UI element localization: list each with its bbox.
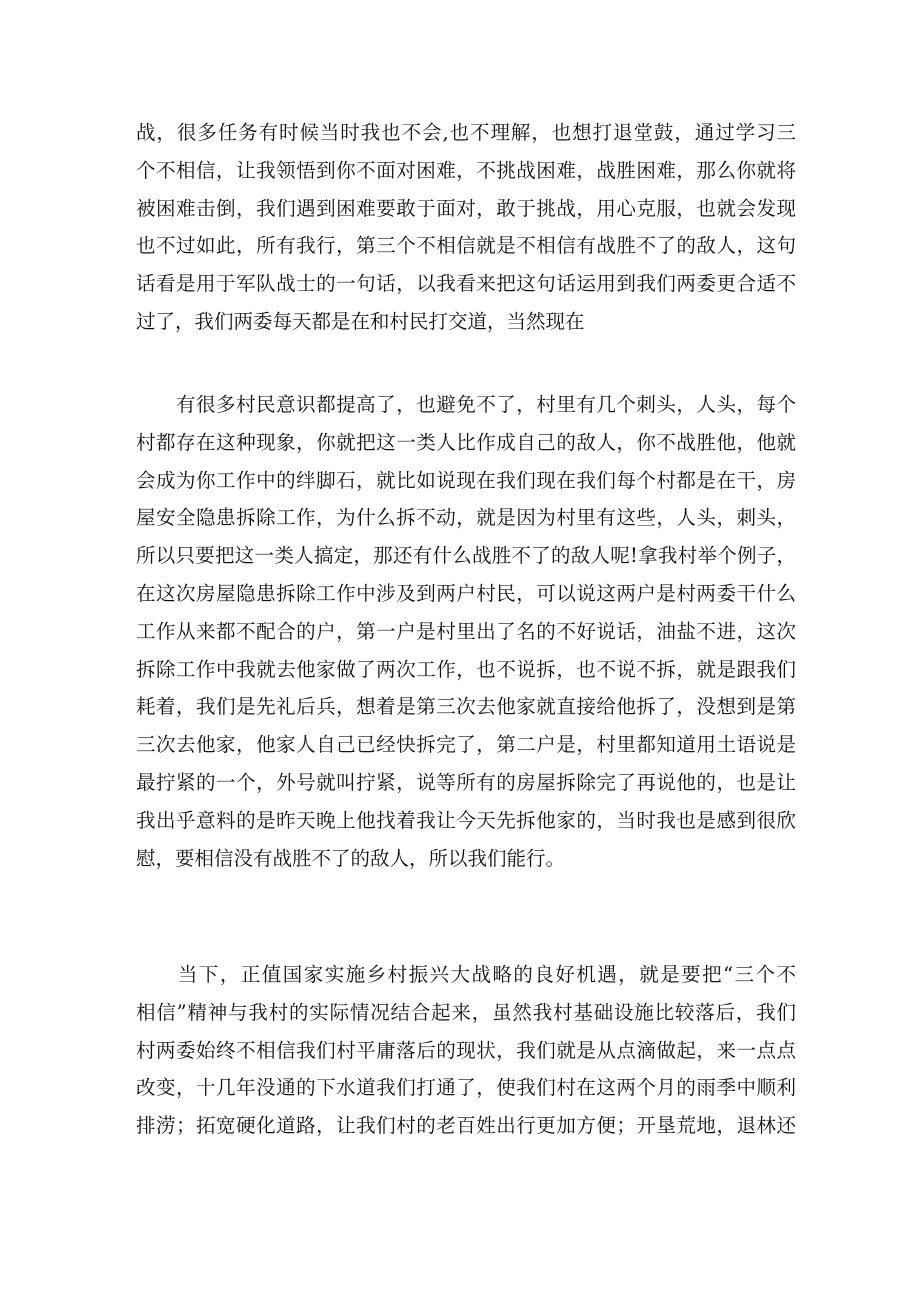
text-line: 改变，十几年没通的下水道我们打通了，使我们村在这两个月的雨季中顺利: [136, 1076, 796, 1100]
text-line: 相信”精神与我村的实际情况结合起来，虽然我村基础设施比较落后，我们: [136, 1000, 796, 1024]
text-line: 三次去他家，他家人自己已经快拆完了，第二户是，村里都知道用土语说是: [136, 733, 796, 757]
text-line: 过了，我们两委每天都是在和村民打交道，当然现在: [136, 309, 585, 333]
text-line: 排涝；拓宽硬化道路，让我们村的老百姓出行更加方便；开垦荒地，退林还: [136, 1114, 796, 1138]
text-line: 会成为你工作中的绊脚石，就比如说现在我们现在我们每个村都是在干，房: [136, 468, 796, 492]
text-line: 当下，正值国家实施乡村振兴大战略的良好机遇，就是要把“三个不: [136, 963, 796, 986]
paragraph-1: [136, 114, 796, 341]
text-line: 所以只要把这一类人搞定，那还有什么战胜不了的敌人呢!拿我村举个例子，: [136, 544, 796, 568]
text-line: 工作从来都不配合的户，第一户是村里出了名的不好说话，油盐不进，这次: [136, 619, 796, 643]
text-line: 战，很多任务有时候当时我也不会,也不理解，也想打退堂鼓，通过学习三: [136, 121, 796, 144]
text-line: 屋安全隐患拆除工作，为什么拆不动，就是因为村里有这些，人头，刺头，: [136, 506, 796, 530]
text-line: 村两委始终不相信我们村平庸落后的现状，我们就是从点滴做起，来一点点: [136, 1038, 796, 1062]
text-line: 话看是用于军队战士的一句话，以我看来把这句话运用到我们两委更合适不: [136, 272, 796, 296]
text-line: 在这次房屋隐患拆除工作中涉及到两户村民，可以说这两户是村两委干什么: [136, 581, 796, 605]
text-line: 也不过如此，所有我行，第三个不相信就是不相信有战胜不了的敌人，这句: [136, 234, 796, 258]
paragraph-2: [136, 386, 796, 877]
paragraph-3: [136, 956, 796, 1145]
text-line: 有很多村民意识都提高了，也避免不了，村里有几个刺头，人头，每个: [136, 393, 796, 416]
text-line: 个不相信，让我领悟到你不面对困难，不挑战困难，战胜困难，那么你就将: [136, 158, 796, 182]
text-line: 我出乎意料的是昨天晚上他找着我让今天先拆他家的，当时我也是感到很欣: [136, 808, 796, 832]
text-line: 耗着，我们是先礼后兵，想着是第三次去他家就直接给他拆了，没想到是第: [136, 695, 796, 719]
text-line: 村都存在这种现象，你就把这一类人比作成自己的敌人，你不战胜他，他就: [136, 430, 796, 454]
text-line: 最拧紧的一个，外号就叫拧紧，说等所有的房屋拆除完了再说他的，也是让: [136, 770, 796, 794]
text-line: 被困难击倒，我们遇到困难要敢于面对，敢于挑战，用心克服，也就会发现: [136, 196, 796, 220]
text-line: 拆除工作中我就去他家做了两次工作，也不说拆，也不说不拆，就是跟我们: [136, 657, 796, 681]
text-line: 慰，要相信没有战胜不了的敌人，所以我们能行。: [136, 846, 566, 870]
